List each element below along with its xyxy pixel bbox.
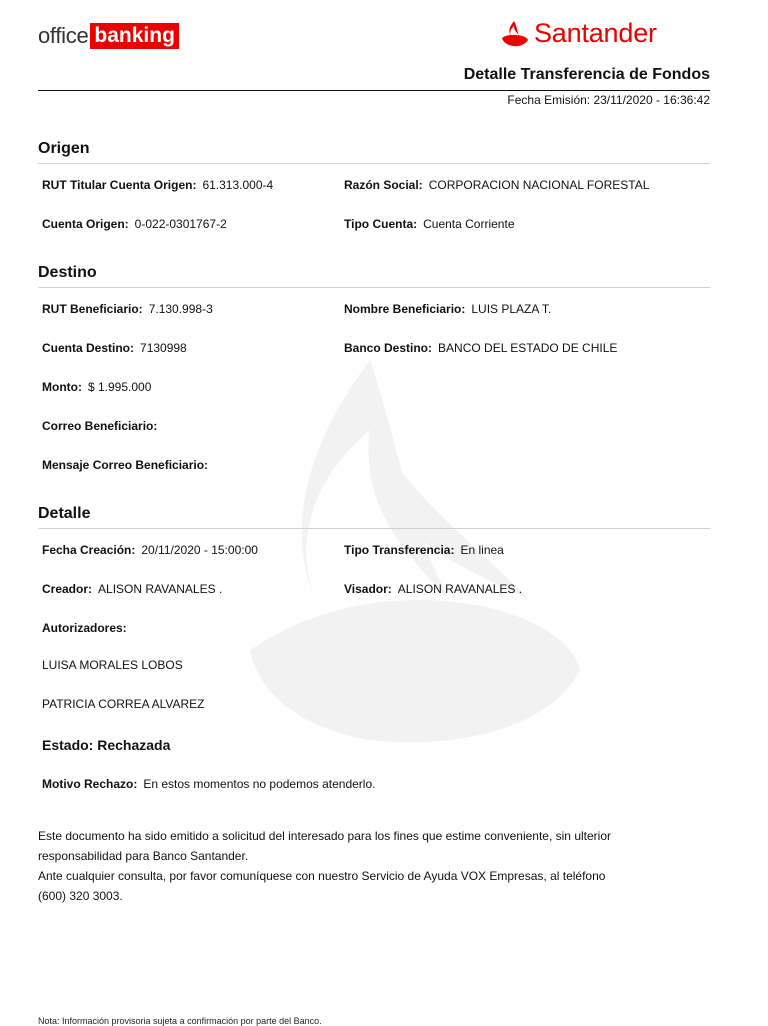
- value-nombre-beneficiario: LUIS PLAZA T.: [471, 302, 552, 316]
- section-divider-detalle: [38, 528, 710, 529]
- label-fecha-creacion: Fecha Creación:: [42, 543, 136, 557]
- field-visador: [344, 580, 522, 598]
- value-cuenta-origen: 0-022-0301767-2: [134, 217, 227, 231]
- section-divider-destino: [38, 287, 710, 288]
- label-tipo-cuenta: Tipo Cuenta:: [344, 217, 418, 231]
- label-correo-beneficiario: Correo Beneficiario:: [42, 419, 158, 433]
- logo-office-text: office: [38, 23, 89, 48]
- value-creador: ALISON RAVANALES .: [98, 582, 223, 596]
- santander-wordmark: Santander: [534, 18, 657, 48]
- value-fecha-creacion: 20/11/2020 - 15:00:00: [141, 543, 258, 557]
- label-monto: Monto:: [42, 380, 82, 394]
- value-tipo-cuenta: Cuenta Corriente: [423, 217, 515, 231]
- santander-flame-icon: [500, 19, 530, 49]
- field-cuenta-origen: [42, 215, 227, 233]
- label-visador: Visador:: [344, 582, 392, 596]
- label-mensaje-correo: Mensaje Correo Beneficiario:: [42, 458, 209, 472]
- label-cuenta-destino: Cuenta Destino:: [42, 341, 135, 355]
- estado-rechazada: Estado: Rechazada: [42, 737, 171, 753]
- label-creador: Creador:: [42, 582, 93, 596]
- office-banking-logo: [38, 22, 179, 50]
- label-rut-beneficiario: RUT Beneficiario:: [42, 302, 143, 316]
- logo-banking-text: banking: [90, 23, 179, 49]
- value-cuenta-destino: 7130998: [140, 341, 187, 355]
- autorizador-item: LUISA MORALES LOBOS: [42, 658, 183, 672]
- section-title-detalle: Detalle: [38, 505, 91, 522]
- section-title-destino: Destino: [38, 264, 97, 281]
- field-tipo-transferencia: [344, 541, 504, 559]
- label-cuenta-origen: Cuenta Origen:: [42, 217, 129, 231]
- label-tipo-transferencia: Tipo Transferencia:: [344, 543, 455, 557]
- field-tipo-cuenta: [344, 215, 515, 233]
- label-razon-social: Razón Social:: [344, 178, 423, 192]
- value-tipo-transferencia: En linea: [460, 543, 504, 557]
- title-divider: [38, 90, 710, 91]
- field-autorizadores: [42, 619, 127, 637]
- value-rut-titular: 61.313.000-4: [202, 178, 274, 192]
- footer-line-4: (600) 320 3003.: [38, 889, 123, 903]
- field-monto: [42, 378, 151, 396]
- section-title-origen: Origen: [38, 140, 90, 157]
- footer-disclaimer: [38, 826, 678, 906]
- label-banco-destino: Banco Destino:: [344, 341, 433, 355]
- value-banco-destino: BANCO DEL ESTADO DE CHILE: [438, 341, 618, 355]
- santander-logo: [500, 18, 657, 49]
- field-mensaje-correo: [42, 456, 208, 474]
- field-fecha-creacion: [42, 541, 258, 559]
- fecha-emision: Fecha Emisión: 23/11/2020 - 16:36:42: [507, 93, 710, 107]
- value-razon-social: CORPORACION NACIONAL FORESTAL: [428, 178, 650, 192]
- label-autorizadores: Autorizadores:: [42, 621, 127, 635]
- footer-nota: Nota: Información provisoria sujeta a confirmación por parte del Banco.: [38, 1016, 322, 1026]
- document-title: Detalle Transferencia de Fondos: [463, 66, 710, 83]
- field-razon-social: [344, 176, 649, 194]
- section-divider-origen: [38, 163, 710, 164]
- footer-line-1: Este documento ha sido emitido a solicitud del interesado para los fines que estime conveniente, sin ulterior: [38, 829, 611, 843]
- label-rut-titular: RUT Titular Cuenta Origen:: [42, 178, 197, 192]
- field-rut-titular: [42, 176, 273, 194]
- field-rut-beneficiario: [42, 300, 213, 318]
- value-visador: ALISON RAVANALES .: [397, 582, 523, 596]
- autorizador-item: PATRICIA CORREA ALVAREZ: [42, 697, 205, 711]
- value-motivo-rechazo: En estos momentos no podemos atenderlo.: [143, 777, 376, 791]
- footer-line-2: responsabilidad para Banco Santander.: [38, 849, 249, 863]
- field-creador: [42, 580, 222, 598]
- label-motivo-rechazo: Motivo Rechazo:: [42, 777, 138, 791]
- field-banco-destino: [344, 339, 617, 357]
- value-rut-beneficiario: 7.130.998-3: [148, 302, 213, 316]
- field-nombre-beneficiario: [344, 300, 551, 318]
- footer-line-3: Ante cualquier consulta, por favor comuníquese con nuestro Servicio de Ayuda VOX Empresas, al teléfono: [38, 869, 606, 883]
- label-nombre-beneficiario: Nombre Beneficiario:: [344, 302, 466, 316]
- field-cuenta-destino: [42, 339, 187, 357]
- field-motivo-rechazo: [42, 775, 375, 793]
- value-monto: $ 1.995.000: [87, 380, 152, 394]
- field-correo-beneficiario: [42, 417, 157, 435]
